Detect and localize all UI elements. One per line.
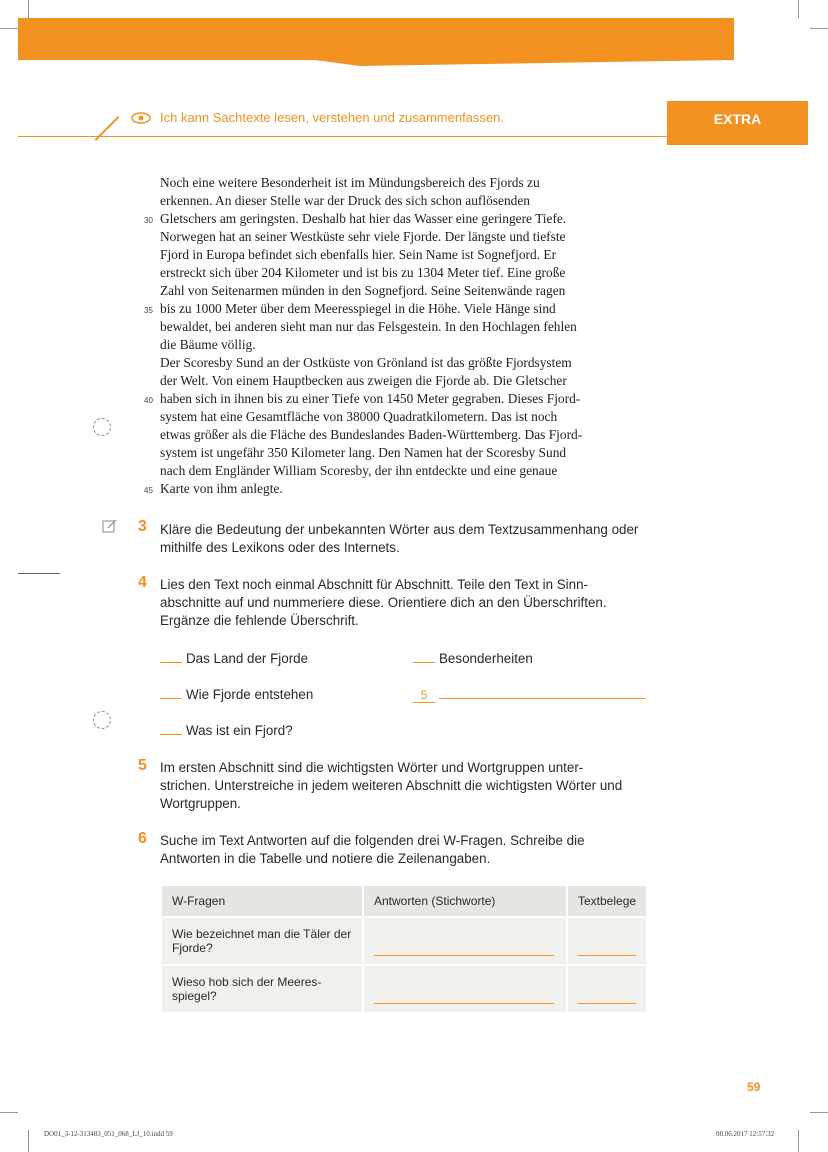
answer-cell[interactable]: [364, 918, 566, 964]
footer-file: DO01_3-12-313483_051_068_LJ_10.indd 59: [44, 1130, 173, 1138]
text-line: 45 Karte von ihm anlegte.: [144, 481, 283, 496]
crop-mark: [0, 1112, 18, 1113]
text-line: die Bäume völlig.: [160, 337, 256, 352]
task-6-text: Suche im Text Antworten auf die folgenden drei W-Fragen. Schreibe die Antworten in die Tabelle und notiere die Zeilenangaben.: [160, 833, 585, 866]
evidence-line[interactable]: [578, 935, 636, 956]
answer-line[interactable]: [374, 983, 554, 1004]
crop-mark: [798, 0, 799, 18]
header-banner: [18, 18, 734, 60]
text-line: erstreckt sich über 204 Kilometer und ist bis zu 1304 Meter tief. Eine große: [160, 265, 566, 280]
filled-number: 5: [413, 688, 435, 703]
extra-badge: EXTRA: [667, 101, 808, 145]
text-line: Fjord in Europa befindet sich ebenfalls hier. Sein Name ist Sognefjord. Er: [160, 247, 557, 262]
text-line: Noch eine weitere Besonderheit ist im Mündungsbereich des Fjords zu: [160, 175, 540, 190]
text-line: 40 haben sich in ihnen bis zu einer Tiefe von 1450 Meter gegraben. Dieses Fjord-: [144, 391, 581, 406]
evidence-cell[interactable]: [568, 918, 646, 964]
evidence-line[interactable]: [578, 983, 636, 1004]
task-number: 4: [138, 574, 147, 591]
option-land-der-fjorde[interactable]: Das Land der Fjorde: [160, 650, 308, 666]
table-header: Antworten (Stichworte): [364, 886, 566, 916]
page-number: 59: [747, 1080, 761, 1094]
text-line: system hat eine Gesamtfläche von 38000 Quadratkilometern. Das ist noch: [160, 409, 558, 424]
text-line: der Welt. Von einem Hauptbecken aus zweigen die Fjorde ab. Die Gletscher: [160, 373, 567, 388]
crop-mark: [28, 0, 29, 18]
task-number: 5: [138, 757, 147, 774]
crop-mark: [798, 1130, 799, 1152]
banner-shadow: [300, 58, 730, 66]
number-blank[interactable]: [160, 722, 182, 735]
number-blank[interactable]: [160, 650, 182, 663]
text-line: system ist ungefähr 350 Kilometer lang. Den Namen hat der Scoresby Sund: [160, 445, 567, 460]
crop-mark: [28, 1130, 29, 1152]
hole-punch-mark: [93, 711, 111, 729]
eye-icon: [130, 111, 152, 125]
crop-mark: [810, 28, 828, 29]
option-was-ist-ein-fjord[interactable]: Was ist ein Fjord?: [160, 722, 293, 738]
goal-slash: [95, 116, 120, 141]
task-4-text: Lies den Text noch einmal Abschnitt für Abschnitt. Teile den Text in Sinn- abschnitte auf und nummeriere diese. Orientiere dich an den Überschriften. Ergänze die fehlende Überschrift.: [160, 577, 607, 628]
task-number: 6: [138, 830, 147, 847]
question-cell: Wieso hob sich der Meeres- spiegel?: [162, 966, 362, 1012]
hole-punch-mark: [93, 418, 111, 436]
text-line: 30 Gletschers am geringsten. Deshalb hat hier das Wasser eine geringere Tiefe.: [144, 211, 567, 226]
text-line: Der Scoresby Sund an der Ostküste von Grönland ist das größte Fjordsystem: [160, 355, 572, 370]
question-cell: Wie bezeichnet man die Täler der Fjorde?: [162, 918, 362, 964]
text-line: Norwegen hat an seiner Westküste sehr viele Fjorde. Der längste und tiefste: [160, 229, 566, 244]
evidence-cell[interactable]: [568, 966, 646, 1012]
margin-mark: [18, 573, 60, 574]
table-header: Textbelege: [568, 886, 646, 916]
w-fragen-table: [160, 884, 648, 1014]
heading-answer-line[interactable]: [439, 686, 646, 699]
option-missing-heading[interactable]: [413, 686, 646, 703]
text-line: Zahl von Seitenarmen münden in den Sognefjord. Seine Seitenwände ragen: [160, 283, 566, 298]
answer-cell[interactable]: [364, 966, 566, 1012]
story-text: [144, 174, 660, 498]
table-row: [162, 918, 646, 964]
goal-text: Ich kann Sachtexte lesen, verstehen und zusammenfassen.: [160, 110, 504, 125]
text-line: nach dem Engländer William Scoresby, der ihn entdeckte und eine genaue: [160, 463, 558, 478]
table-header: W-Fragen: [162, 886, 362, 916]
goal-underline: [18, 136, 668, 137]
text-line: erkennen. An dieser Stelle war der Druck des sich schon auflösenden: [160, 193, 530, 208]
task-3-text: Kläre die Bedeutung der unbekannten Wörter aus dem Textzusammenhang oder mithilfe des Lexikons oder des Internets.: [160, 522, 639, 555]
table-row: [162, 966, 646, 1012]
option-besonderheiten[interactable]: Besonderheiten: [413, 650, 533, 666]
number-blank[interactable]: [413, 650, 435, 663]
notebook-pencil-icon: [102, 518, 118, 534]
task-number: 3: [138, 518, 147, 535]
text-line: etwas größer als die Fläche des Bundeslandes Baden-Württemberg. Das Fjord-: [160, 427, 583, 442]
text-line: 35 bis zu 1000 Meter über dem Meeresspiegel in die Höhe. Viele Hänge sind: [144, 301, 556, 316]
task-5-text: Im ersten Abschnitt sind die wichtigsten Wörter und Wortgruppen unter- strichen. Unterstreiche in jedem weiteren Abschnitt die wichtigsten Wörter und Wortgruppen.: [160, 760, 623, 811]
crop-mark: [810, 1112, 828, 1113]
footer-timestamp: 08.06.2017 12:57:32: [716, 1130, 775, 1138]
number-blank[interactable]: [160, 686, 182, 699]
answer-line[interactable]: [374, 935, 554, 956]
crop-mark: [0, 28, 18, 29]
text-line: bewaldet, bei anderen sieht man nur das Felsgestein. In den Hochlagen fehlen: [160, 319, 577, 334]
option-wie-fjorde-entstehen[interactable]: Wie Fjorde entstehen: [160, 686, 313, 702]
